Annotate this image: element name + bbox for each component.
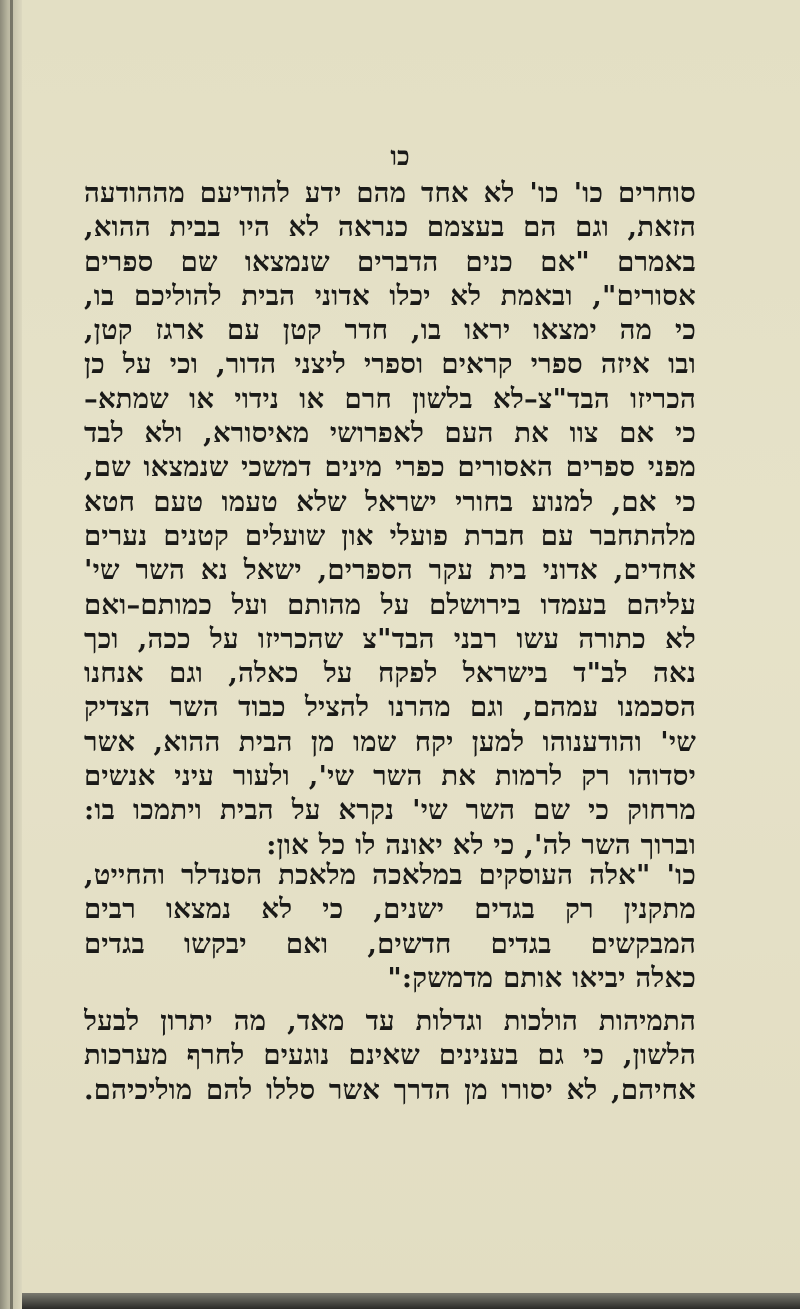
text-line: סוחרים כו' כו' לא אחד מהם ידע להודיעם מההודעה xyxy=(84,177,696,209)
paragraph-2 xyxy=(84,858,696,995)
text-line: אחיהם, לא יסורו מן הדרך אשר סללו להם מוליכיהם. xyxy=(84,1073,696,1106)
text-line: שי' והודענוהו למען יקח שמו מן הבית ההוא, אשר xyxy=(84,725,696,758)
text-line: מתקנין רק בגדים ישנים, כי לא נמצאו רבים xyxy=(84,893,696,926)
text-line: כאלה יביאו אותם מדמשק:" xyxy=(387,961,696,994)
text-line: וברוך השר לה', כי לא יאונה לו כל און: xyxy=(266,828,696,861)
page-number: כו xyxy=(390,142,410,172)
text-line: מפני ספרים האסורים כפרי מינים דמשכי שנמצאו שם, xyxy=(84,451,696,484)
text-line: ובו איזה ספרי קראים וספרי ליצני הדור, וכי על כן xyxy=(84,348,696,381)
text-line: כו' "אלה העוסקים במלאכה מלאכת הסנדלר והחייט, xyxy=(84,859,696,891)
text-line: אחדים, אדוני בית עקר הספרים, ישאל נא השר שי' xyxy=(84,554,696,587)
text-line: כי אם, למנוע בחורי ישראל שלא טעמו טעם חטא xyxy=(84,485,696,518)
text-line: עליהם בעמדו בירושלם על מהותם ועל כמותם–ואם xyxy=(84,588,696,621)
text-line: הזאת, וגם הם בעצמם כנראה לא היו בבית ההוא, xyxy=(84,211,696,244)
text-line: נאה לב"ד בישראל לפקח על כאלה, וגם אנחנו xyxy=(84,657,696,690)
text-line: התמיהות הולכות וגדלות עד מאד, מה יתרון לבעל xyxy=(84,1005,696,1037)
bottom-edge xyxy=(22,1293,800,1309)
text-line: כי אם צוו את העם לאפרושי מאיסורא, ולא לבד xyxy=(84,417,696,450)
text-line: יסדוהו רק לרמות את השר שי', ולעור עיני אנשים xyxy=(84,760,696,793)
spine-line xyxy=(10,0,13,1309)
text-line: הכריזו הבד"צ–לא בלשון חרם או נידוי או שמתא– xyxy=(84,382,696,415)
text-line: מלהתחבר עם חברת פועלי און שועלים קטנים נערים xyxy=(84,519,696,552)
text-line: באמרם "אם כנים הדברים שנמצאו שם ספרים xyxy=(84,245,696,278)
text-line: המבקשים בגדים חדשים, ואם יבקשו בגדים xyxy=(84,927,696,960)
text-line: כי מה ימצאו יראו בו, חדר קטן עם ארגז קטן, xyxy=(84,314,696,347)
text-line: לא כתורה עשו רבני הבד"צ שהכריזו על ככה, וכך xyxy=(84,622,696,655)
paragraph-3 xyxy=(84,1004,696,1107)
text-line: הסכמנו עמהם, וגם מהרנו להציל כבוד השר הצדיק xyxy=(84,691,696,724)
paragraph-1 xyxy=(84,176,696,862)
text-line: מרחוק כי שם השר שי' נקרא על הבית ויתמכו בו: xyxy=(84,794,696,827)
text-line: אסורים", ובאמת לא יכלו אדוני הבית להוליכם בו, xyxy=(84,279,696,312)
text-line: הלשון, כי גם בענינים שאינם נוגעים לחרף מערכות xyxy=(84,1039,696,1072)
